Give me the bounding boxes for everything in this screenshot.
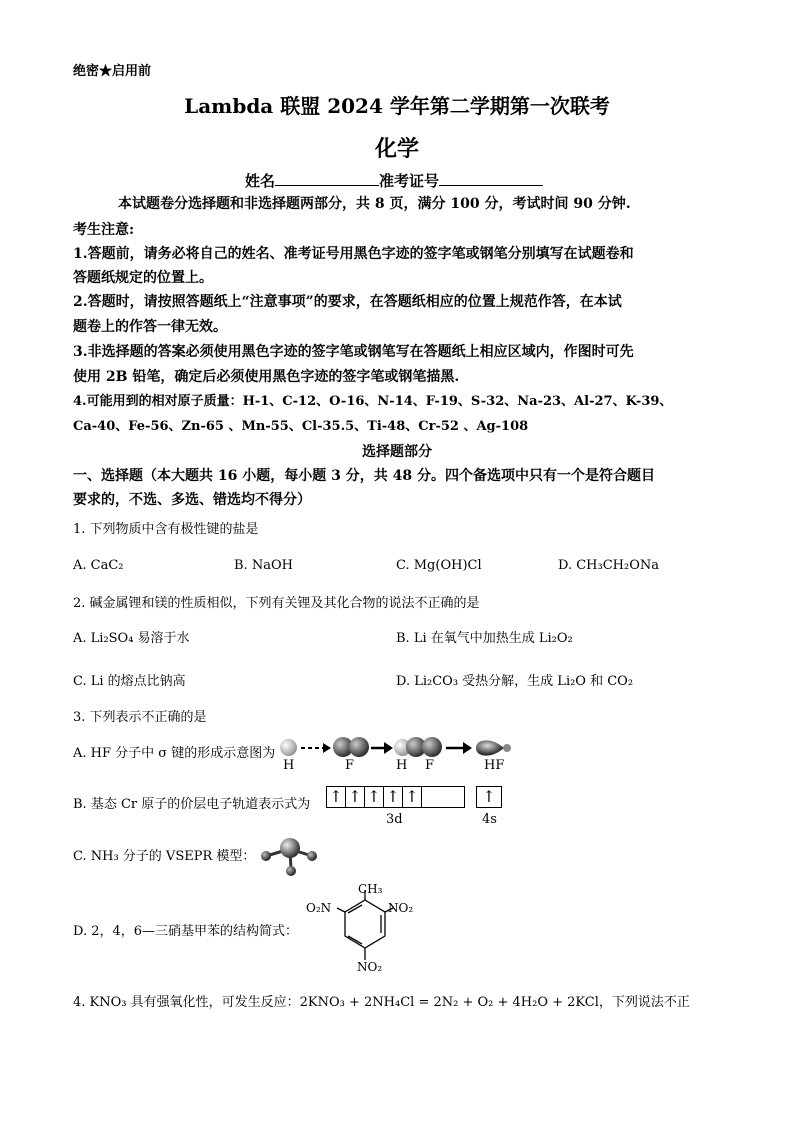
- note-2b: 题卷上的作答一律无效。: [73, 319, 227, 335]
- exam-summary: 本试题卷分选择题和非选择题两部分，共 8 页，满分 100 分，考试时间 90 分钟.: [118, 196, 631, 212]
- h-orbital-icon: [280, 739, 297, 756]
- q2-option-d: D. Li₂CO₃ 受热分解，生成 Li₂O 和 CO₂: [396, 674, 634, 689]
- notes-heading: 考生注意:: [73, 222, 135, 238]
- orbital-box-3d-4: ↑: [383, 786, 403, 808]
- section-instructions-a: 一、选择题（本大题共 16 小题，每小题 3 分，共 48 分。四个备选项中只有一个是符合题目: [73, 468, 655, 484]
- label-hf: HF: [484, 758, 505, 773]
- hf-molecule-icon: [474, 736, 514, 760]
- note-3a: 3.非选择题的答案必须使用黑色字迹的签字笔或钢笔写在答题纸上相应区域内，作图时可先: [73, 344, 634, 360]
- q2-stem: 2. 碱金属锂和镁的性质相似，下列有关锂及其化合物的说法不正确的是: [73, 596, 480, 611]
- section-instructions-b: 要求的，不选、多选、错选均不得分）: [73, 492, 311, 508]
- note-2a: 2.答题时，请按照答题纸上“注意事项”的要求，在答题纸相应的位置上规范作答，在本试: [73, 294, 622, 310]
- arrow-icon: [446, 742, 472, 754]
- q1-stem: 1. 下列物质中含有极性键的盐是: [73, 522, 259, 537]
- label-no2-right: NO₂: [388, 901, 414, 915]
- label-3d: 3d: [386, 812, 403, 827]
- note-3b: 使用 2B 铅笔，确定后必须使用黑色字迹的签字笔或钢笔描黑.: [73, 369, 460, 385]
- q1-option-b: B. NaOH: [234, 558, 293, 573]
- vsepr-model-icon: [256, 836, 322, 878]
- q2-option-b: B. Li 在氧气中加热生成 Li₂O₂: [396, 631, 573, 646]
- q3-option-a: A. HF 分子中 σ 键的形成示意图为: [73, 746, 276, 761]
- q4-stem: 4. KNO₃ 具有强氧化性，可发生反应：2KNO₃ + 2NH₄Cl = 2N₂ + O₂ + 4H₂O + 2KCl，下列说法不正: [73, 995, 690, 1010]
- label-no2-left: O₂N: [306, 901, 332, 915]
- orbital-box-3d-2: ↑: [345, 786, 365, 808]
- tnt-structure: [300, 880, 430, 980]
- exam-title: Lambda 联盟 2024 学年第二学期第一次联考: [184, 94, 610, 118]
- q3-option-b: B. 基态 Cr 原子的价层电子轨道表示式为: [73, 797, 311, 812]
- section-title: 选择题部分: [362, 444, 432, 460]
- f-orbital-overlap-b-icon: [422, 737, 442, 757]
- q3-stem: 3. 下列表示不正确的是: [73, 710, 207, 725]
- secret-label: 绝密★启用前: [73, 64, 152, 79]
- q2-option-a: A. Li₂SO₄ 易溶于水: [73, 631, 190, 646]
- label-h-1: H: [283, 758, 295, 773]
- orbital-box-3d-1: ↑: [326, 786, 346, 808]
- label-4s: 4s: [482, 812, 497, 827]
- note-4b: Ca-40、Fe-56、Zn-65 、Mn-55、Cl-35.5、Ti-48、Cr-52 、Ag-108: [73, 419, 529, 434]
- q3-option-d: D. 2，4，6—三硝基甲苯的结构简式：: [73, 924, 299, 939]
- id-label: 准考证号: [379, 172, 440, 190]
- label-f-1: F: [345, 758, 355, 773]
- id-field[interactable]: [439, 171, 543, 186]
- q2-option-c: C. Li 的熔点比钠高: [73, 674, 186, 689]
- note-4a: 4.可能用到的相对原子质量：H-1、C-12、O-16、N-14、F-19、S-32、Na-23、Al-27、K-39、: [73, 394, 673, 409]
- arrow-icon: [371, 742, 393, 754]
- label-h-2: H: [396, 758, 408, 773]
- label-no2-bottom: NO₂: [357, 960, 383, 974]
- f-orbital-right-icon: [349, 737, 369, 757]
- orbital-box-4s: ↑: [476, 786, 502, 808]
- label-ch3: CH₃: [358, 882, 383, 896]
- q1-option-c: C. Mg(OH)Cl: [396, 558, 482, 573]
- orbital-box-3d-5: ↑: [402, 786, 422, 808]
- q3-option-c: C. NH₃ 分子的 VSEPR 模型：: [73, 849, 256, 864]
- dashed-arrow-icon: [301, 742, 331, 754]
- candidate-info: [245, 171, 543, 190]
- orbital-box-3d-gap: [421, 786, 465, 808]
- q1-option-d: D. CH₃CH₂ONa: [558, 558, 659, 573]
- q1-option-a: A. CaC₂: [73, 558, 124, 573]
- sigma-bond-diagram: [278, 736, 518, 776]
- name-label: 姓名: [245, 172, 276, 190]
- orbital-diagram: [326, 786, 516, 830]
- note-1a: 1.答题前，请务必将自己的姓名、准考证号用黑色字迹的签字笔或钢笔分别填写在试题卷和: [73, 246, 634, 262]
- label-f-2: F: [425, 758, 435, 773]
- subject-title: 化学: [374, 136, 419, 162]
- orbital-box-3d-3: ↑: [364, 786, 384, 808]
- name-field[interactable]: [275, 171, 379, 186]
- note-1b: 答题纸规定的位置上。: [73, 270, 213, 286]
